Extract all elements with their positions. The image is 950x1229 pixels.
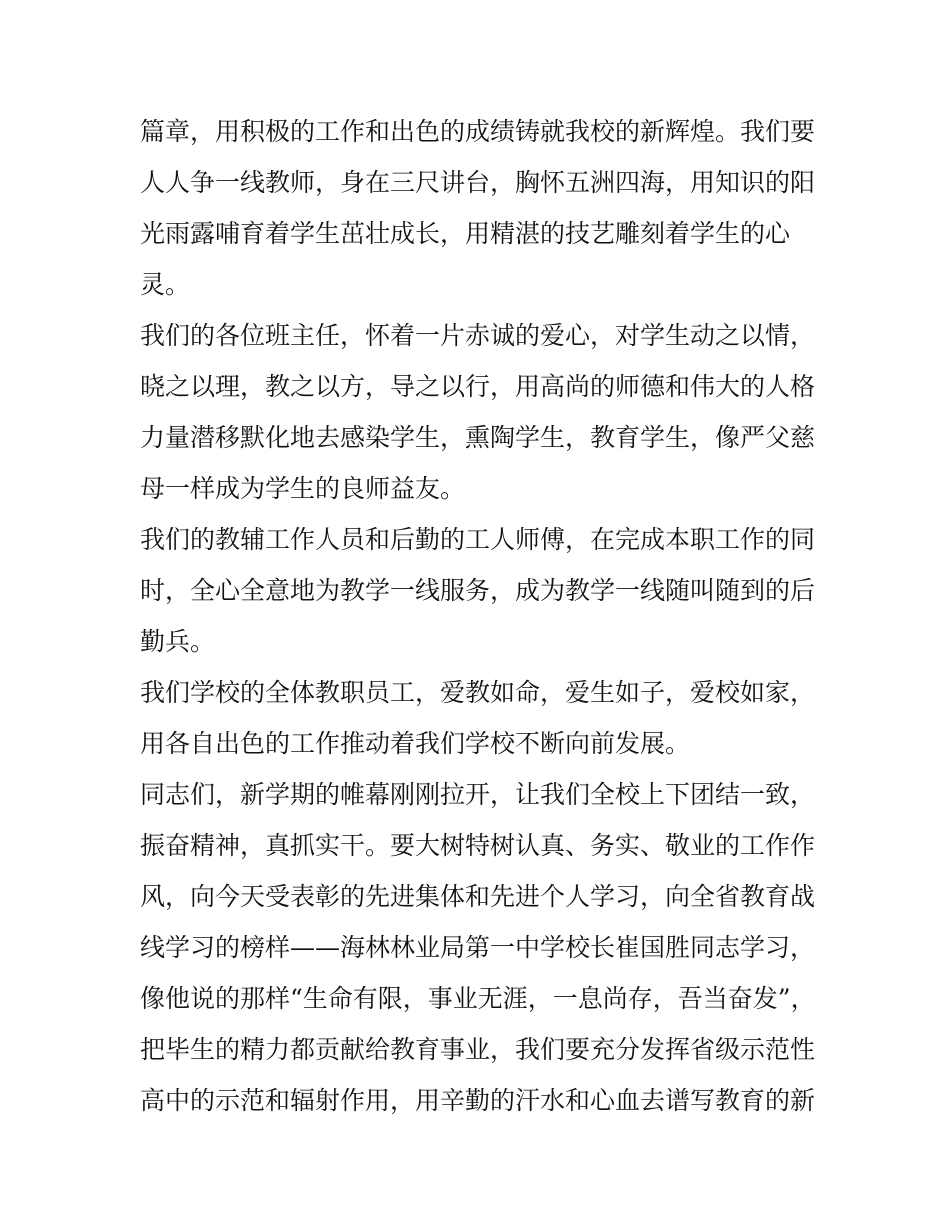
text-line: 同志们，新学期的帷幕刚刚拉开，让我们全校上下团结一致， <box>140 780 816 809</box>
text-line: 线学习的榜样——海林林业局第一中学校长崔国胜同志学习， <box>140 933 816 962</box>
text-line: 我们学校的全体教职员工，爱教如命，爱生如子，爱校如家， <box>140 678 816 707</box>
text-line: 我们的各位班主任，怀着一片赤诚的爱心，对学生动之以情， <box>140 321 816 350</box>
text-line: 我们的教辅工作人员和后勤的工人师傅，在完成本职工作的同 <box>140 525 816 554</box>
text-line: 振奋精神，真抓实干。要大树特树认真、务实、敬业的工作作 <box>140 831 816 860</box>
text-line: 风，向今天受表彰的先进集体和先进个人学习，向全省教育战 <box>140 882 816 911</box>
text-line: 高中的示范和辐射作用，用辛勤的汗水和心血去谱写教育的新 <box>140 1086 816 1115</box>
text-line: 把毕生的精力都贡献给教育事业，我们要充分发挥省级示范性 <box>140 1035 816 1064</box>
text-line: 勤兵。 <box>140 627 216 656</box>
text-line: 像他说的那样“生命有限，事业无涯，一息尚存，吾当奋发”， <box>140 984 816 1013</box>
text-line: 母一样成为学生的良师益友。 <box>140 474 466 503</box>
text-line: 人人争一线教师，身在三尺讲台，胸怀五洲四海，用知识的阳 <box>140 168 816 197</box>
text-line: 晓之以理，教之以方，导之以行，用高尚的师德和伟大的人格 <box>140 372 816 401</box>
text-line: 篇章，用积极的工作和出色的成绩铸就我校的新辉煌。我们要 <box>140 117 816 146</box>
text-line: 用各自出色的工作推动着我们学校不断向前发展。 <box>140 729 691 758</box>
text-line: 光雨露哺育着学生茁壮成长，用精湛的技艺雕刻着学生的心 <box>140 219 791 248</box>
text-line: 时，全心全意地为教学一线服务，成为教学一线随叫随到的后 <box>140 576 816 605</box>
document-body <box>140 106 820 1126</box>
text-line: 灵。 <box>140 270 191 299</box>
text-line: 力量潜移默化地去感染学生，熏陶学生，教育学生，像严父慈 <box>140 423 816 452</box>
